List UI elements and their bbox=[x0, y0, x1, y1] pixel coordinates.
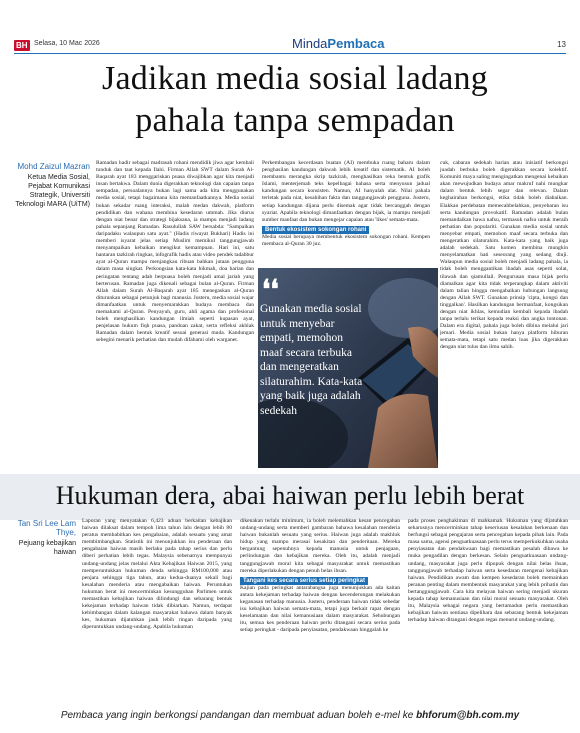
header-divider bbox=[14, 53, 566, 54]
article2-byline bbox=[14, 519, 76, 557]
article1-column-1 bbox=[96, 160, 254, 468]
article2-author-role: Pejuang kebajikan haiwan bbox=[18, 540, 76, 556]
article1-column-2 bbox=[262, 160, 430, 270]
page-number: 13 bbox=[557, 40, 566, 49]
article1-column-1-text: Ramadan hadir sebagai madrasah rohani mendidik jiwa agar kembali tunduk dan taat kepada Ilahi. Firman Allah SWT dalam Surah Al-Baqarah ayat 183 menggariskan puasa diwajibkan agar kita menjadi insan bertakwa. Dalam dunia digerakkan teknologi dan capaian tanpa sempadan, persoalannya bukan lagi sama ada kita menggunakan media sosial, tetapi bagaimana kita memanfaatkannya. Media sosial bukan sekadar ruang interaksi, malah medan dakwah, platform pendidikan dan wahana membina kesedaran ummah. Jika diurus dengan niat benar dan strategi bijaksana, ia mampu menjadi ladang pahala sepanjang Ramadan. Rasulullah SAW bersabda: "Sampaikan daripadaku walaupun satu ayat." (Hadis riwayat Bukhari) Hadis ini memberi isyarat jelas setiap Muslim memikul tanggungjawab menyampaikan kebaikan mengikut kemampuan. Hari ini, satu hantaran tazkirah ringkas, infografik hadis atau video pendek tadabbur ayat al-Quran mampu menjangkau ribuan bahkan jutaan pengguna dalam masa singkat. Perkongsian kata-kata hikmah, doa harian dan peringatan tentang adab berpuasa boleh menjadi amal jariah yang berterusan. Ramadan juga dikenali sebagai bulan al-Quran. Firman Allah dalam Surah Al-Baqarah ayat 185 menegaskan al-Quran diturunkan sebagai petunjuk bagi manusia. Justeru, media sosial wajar dimanfaatkan untuk menyemarakkan budaya membaca dan memahami al-Quran. Penyayuh, guru, ahli agama dan profesional boleh menghasilkan kandungan ilmiah seperti kupasan ayat, penjelasan hukum fiqh puasa, panduan zakat, serta refleksi akhlak Ramadan dalam bentuk kreatif sesuai generasi muda. Kandungan sebegini menarik perhatian dan mudah difahami oleh warganet. bbox=[96, 160, 254, 344]
article1-column-3 bbox=[440, 160, 568, 466]
article1-author-role: Ketua Media Sosial, Pejabat Komunikasi Strategik, Universiti Teknologi MARA (UiTM) bbox=[15, 174, 90, 208]
article1-column-2-continued: Media sosial berupaya membentuk ekosistem sokongan rohani. Kempen membaca al-Quran 30 juz. bbox=[262, 233, 430, 248]
article2-column-3-text: pada proses penghakiman di mahkamah. Hukuman yang dijatuhkan seharusnya mencerminkan tahap keseriusan kesalahan berkenaan dan berfungsi sebagai pengajaran serta pencegahan kepada pihak lain. Pada masa sama, agensi penguatkuasaan perlu terus memperkukuhkan usaha penyiasatan dan pendakwaan bagi memastikan pesalah dibawa ke muka pengadilan dengan berkesan. Selain penguatkuasaan undang-undang, masyarakat juga perlu dipupuk dengan nilai belas ihsan, tanggungjawab terhadap haiwan serta kesedaran mengenai kebajikan haiwan. Pendidikan awam dan kempen kesedaran boleh memainkan peranan penting dalam membentuk masyarakat yang lebih prihatin dan bertanggungjawab. Cara kita melayan haiwan sering menjadi ukuran kepada tahap kemanusiaan dan nilai moral sesuatu masyarakat. Oleh itu, Malaysia sebagai negara yang bertamadun perlu memastikan kebajikan haiwan sentiasa dipelihara dan sebarang bentuk kekejaman terhadap haiwan ditangani dengan tegas menurut undang-undang. bbox=[408, 518, 568, 624]
section-title bbox=[292, 36, 385, 51]
article2-column-2-continued: Kajian pada peringkat antarabangsa juga menunjukkan ada kaitan antara kekejaman terhadap haiwan dengan kecenderungan melakukan keganasan terhadap manusia. Justeru, penderaan haiwan tidak sebedar isu kebajikan haiwan semata-mata, tetapi juga berkait rapat dengan keselamatan dan nilai kemanusiaan dalam masyarakat. Sehubungan itu, semua kes penderaan haiwan perlu ditangani secara serius pada setiap peringkat - daripada penyiasatan, pendakwaan hinggalah ke bbox=[240, 584, 400, 634]
article1-headline: Jadikan media sosial ladang pahala tanpa sempadan bbox=[102, 60, 488, 139]
article2-subheading: Tangani kes secara serius setiap peringkat bbox=[240, 577, 368, 585]
article1-pull-quote: Gunakan media sosial untuk menyebar empati, memohon maaf secara terbuka dan mengeratkan silaturahim. Kata-kata yang baik juga adalah sedekah bbox=[260, 303, 363, 417]
article2-column-3 bbox=[408, 518, 568, 704]
article2-column-1-text: Laporan yang menyatakan 6,423 aduan berkaitan kebajikan haiwan dilaksat dalam tempoh lima tahun lalu dengan lebih 80 peratus membabitkan kes pengabaian, adalah sesuatu yang amat membimbangkan. Statistik ini menunjukkan isu penderaan dan pengabaian haiwan masih berlaku pada tahap serius dan perlu diberi perhatian lebih tegas. Malaysia sebenarnya mempunyai undang-undang jelas melalui Akta Kebajikan Haiwan 2015, yang memperuntukkan hukuman denda sehingga RM100,000 atau penjara sehingga tiga tahun, atau kedua-duanya sekali bagi kesalahan menderia atau mengabaikan haiwan. Peruntukan hukuman berat ini mencerminkan kesungguhan Parlimen untuk memastikan kebajikan haiwan dilindungi dan sebarang bentuk kekejaman terhadap haiwan tidak dibiarkan. Namun, terdapat kebimbangan dalam kalangan masyarakat bahawa dalam banyak kes, hukuman dijatuhkan jauh lebih ringan daripada yang diperuntukkan undang-undang. Apabila hukuman bbox=[82, 518, 232, 631]
article1-column-3-text: cuk, cabaran sedekah harian atau inisiatif berkongsi juadah berbuka boleh digerakkan secara kolektif. Komuniti maya saling mengingatkan mengenai kebaikan akan mewujudkan budaya amar makruf nahi mungkar dalam bentuk lebih segar dan relevan. Dalam keghairahan berkongsi, etika tidak boleh diabaikan. Elakkan perdebatan memecahbelahkan, penyebaran isu serta kandungan provokatif. Ramadan adalah bulan memandaikan hawa nafsu, termasuk nafsu untuk meraih perhatian dan populariti. Gunakan media sosial untuk menyebar empati, memohon maaf secara terbuka dan mengeratkan silaturahim. Kata-kata yang baik juga adalah sedekah. Satu komen membina mungkin menyelamatkan hati seseorang yang sedang diuji. Walaupun media sosial boleh menjadi ladang pahala, ia tidak boleh menggantikan ibadah asas seperti solat, tilawah dan qiamullail. Pengurusan masa bijak perlu diamalkan agar kita tidak terperangkap dalam aktiviti dalam talian hingga mengabaikan hubungan langsung dengan Allah SWT. Gunakan prinsip 'cipta, kongsi dan tinggalkan'. Hasilkan kandungan bermanfaat, kongsikan dengan niat ikhlas, kemudian kembali kepada ibadah tanpa terlalu terikat kepada reaksi dan angka tontonan. Dalam era digital, pahala juga boleh dibina melalui jari jemari. Media sosial bukan hanya platform hiburan semata-mata, tetapi satu medan luas jika digerakkan dengan niat tulus dan ilmu sahih. bbox=[440, 160, 568, 351]
article1-author: Mohd Zaizul Mazran bbox=[17, 162, 90, 171]
footer-email-link[interactable]: bhforum@bh.com.my bbox=[416, 710, 520, 721]
article2-author: Tan Sri Lee Lam Thye, bbox=[17, 519, 76, 537]
footer-text: Pembaca yang ingin berkongsi pandangan dan membuat aduan boleh e-mel ke bbox=[60, 710, 414, 721]
article2-column-1 bbox=[82, 518, 232, 704]
article2-column-2 bbox=[240, 518, 400, 704]
open-quote-icon: ❛❛ bbox=[262, 275, 279, 304]
section-title-part2: Pembaca bbox=[327, 36, 385, 51]
article1-subheading: Bentuk ekosistem sokongan rohani bbox=[262, 226, 369, 234]
article2-headline: Hukuman dera, abai haiwan perlu lebih berat bbox=[55, 481, 525, 510]
article2-column-2-text: dikenakan terlalu minimum, ia boleh melemahkan kesan pencegahan undang-undang serta memberi gambaran bahawa kesalahan menderia haiwan bukanlah sesuatu yang serius. Haiwan juga adalah makhluk hidup yang mampu merasai kesakitan dan penderitaan. Mereka bergantung sepenuhnya kepada manusia untuk penjagaan, perlindungan dan kebajikan mereka. Oleh itu, adalah menjadi tanggungjawab moral kita sebagai masyarakat untuk memastikan mereka diperlakukan dengan penuh belas ihsan. bbox=[240, 518, 400, 574]
article1-column-2-text: Perkembangan kecerdasan buatan (AI) membuka ruang baharu dalam penghasilan kandungan dakwah lebih kreatif dan sistematik. AI boleh membantu merangka skrip tazkirah, menghasilkan reka bentuk grafik Islami, menterjemah teks kepelbagai bahasa serta menyusun jadual kandungan secara konsisten. Namun, AI hanyalah alat. Nilai pahala terletak pada niat, kesahihan fakta dan tanggungjawab pengguna. Justeru, setiap kandungan dijana perlu disemak agar tidak bercanggah dengan syariat. Apabila teknologi dimanfaatkan dengan bijak, ia mampu menjadi sumber manfaat dan bukan mengejar capaian atau 'likes' semata-mata. bbox=[262, 160, 430, 223]
section-title-part1: Minda bbox=[292, 36, 328, 51]
newspaper-logo: BH bbox=[16, 41, 28, 50]
issue-date: Selasa, 10 Mac 2026 bbox=[34, 40, 100, 47]
footer-contact bbox=[0, 705, 580, 727]
article1-byline bbox=[14, 162, 90, 209]
